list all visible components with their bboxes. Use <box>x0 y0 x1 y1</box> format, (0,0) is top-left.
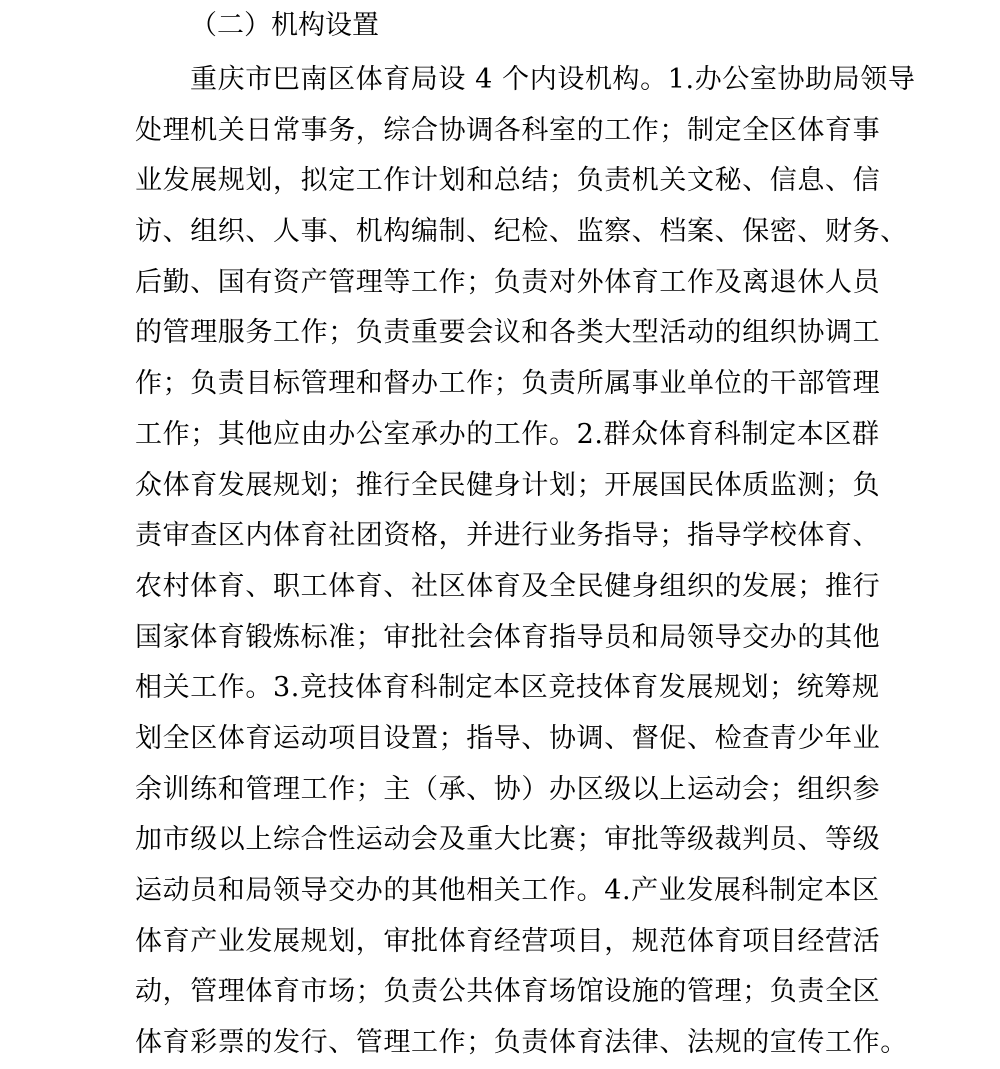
paragraph-line: 余训练和管理工作；主（承、协）办区级以上运动会；组织参 <box>135 773 881 805</box>
paragraph-line: 农村体育、职工体育、社区体育及全民健身组织的发展；推行 <box>135 570 881 602</box>
paragraph-line: 的管理服务工作；负责重要会议和各类大型活动的组织协调工 <box>135 317 881 349</box>
section-heading: （二）机构设置 <box>190 10 379 41</box>
paragraph-line: 相关工作。3.竞技体育科制定本区竞技体育发展规划；统筹规 <box>135 672 880 704</box>
body-paragraph <box>135 55 916 1069</box>
paragraph-line: 处理机关日常事务，综合协调各科室的工作；制定全区体育事 <box>135 114 881 146</box>
paragraph-line: 重庆市巴南区体育局设 4 个内设机构。1.办公室协助局领导 <box>190 64 916 95</box>
paragraph-line: 体育彩票的发行、管理工作；负责体育法律、法规的宣传工作。 <box>135 1027 908 1059</box>
paragraph-line: 动，管理体育市场；负责公共体育场馆设施的管理；负责全区 <box>135 976 881 1008</box>
paragraph-line: 体育产业发展规划，审批体育经营项目，规范体育项目经营活 <box>135 925 881 957</box>
paragraph-line: 责审查区内体育社团资格，并进行业务指导；指导学校体育、 <box>135 520 881 552</box>
paragraph-line: 运动员和局领导交办的其他相关工作。4.产业发展科制定本区 <box>135 875 880 906</box>
paragraph-line: 工作；其他应由办公室承办的工作。2.群众体育科制定本区群 <box>135 418 880 450</box>
paragraph-line: 作；负责目标管理和督办工作；负责所属事业单位的干部管理 <box>135 368 881 400</box>
paragraph-line: 业发展规划，拟定工作计划和总结；负责机关文秘、信息、信 <box>135 165 881 197</box>
paragraph-line: 划全区体育运动项目设置；指导、协调、督促、检查青少年业 <box>135 722 881 754</box>
paragraph-line: 访、组织、人事、机构编制、纪检、监察、档案、保密、财务、 <box>135 216 908 248</box>
paragraph-line: 众体育发展规划；推行全民健身计划；开展国民体质监测；负 <box>135 469 881 501</box>
paragraph-line: 后勤、国有资产管理等工作；负责对外体育工作及离退休人员 <box>135 266 881 298</box>
paragraph-line: 加市级以上综合性运动会及重大比赛；审批等级裁判员、等级 <box>135 824 881 856</box>
paragraph-line: 国家体育锻炼标准；审批社会体育指导员和局领导交办的其他 <box>135 621 881 653</box>
